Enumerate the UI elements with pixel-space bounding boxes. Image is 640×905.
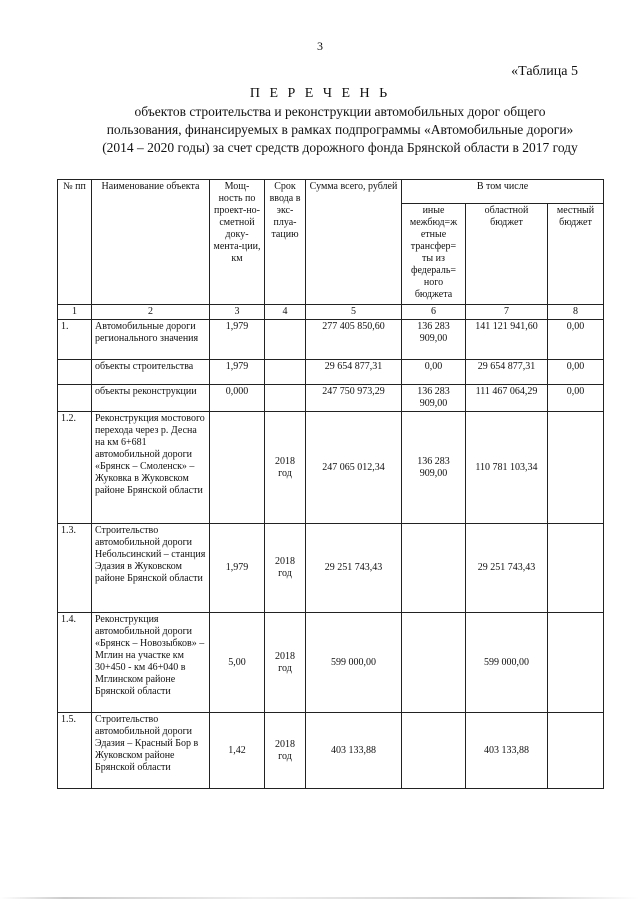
row-term (265, 360, 306, 385)
header-other-transfers: иные межбюд=ж етные трансфер= ты из федераль= ного бюджета (402, 204, 466, 305)
subtitle-line-1: объектов строительства и реконструкции автомобильных дорог общего (134, 104, 546, 119)
table-row (58, 613, 604, 713)
row-name: Автомобильные дороги регионального значения (92, 320, 210, 360)
row-num: 1.2. (58, 412, 92, 524)
row-other: 0,00 (402, 360, 466, 385)
row-regional: 111 467 064,29 (466, 385, 548, 412)
row-term: 2018 год (265, 524, 306, 613)
row-name: объекты реконструкции (92, 385, 210, 412)
row-num: 1.5. (58, 713, 92, 789)
row-local (548, 412, 604, 524)
row-sum: 247 750 973,29 (306, 385, 402, 412)
row-local (548, 713, 604, 789)
subtitle-line-2: пользования, финансируемых в рамках подпрограммы «Автомобильные дороги» (106, 122, 574, 137)
row-regional: 110 781 103,34 (466, 412, 548, 524)
row-power: 1,979 (210, 320, 265, 360)
header-local-budget: местный бюджет (548, 204, 604, 305)
row-other (402, 524, 466, 613)
col-number: 2 (92, 305, 210, 320)
row-name: Строительство автомобильной дороги Эдазия – Красный Бор в Жуковском районе Брянской области (92, 713, 210, 789)
row-name: Строительство автомобильной дороги Небольсинский – станция Эдазия в Жуковском районе Брянской области (92, 524, 210, 613)
table-row (58, 385, 604, 412)
row-local (548, 613, 604, 713)
table-row (58, 412, 604, 524)
row-local: 0,00 (548, 360, 604, 385)
objects-table (57, 179, 604, 789)
header-power: Мощ-ность по проект-но-сметной доку-мента-ции, км (210, 180, 265, 305)
row-term (265, 385, 306, 412)
row-num: 1. (58, 320, 92, 360)
row-num (58, 360, 92, 385)
row-local (548, 524, 604, 613)
row-regional: 29 654 877,31 (466, 360, 548, 385)
page-number: 3 (317, 39, 323, 53)
row-name: Реконструкция мостового перехода через р. Десна на км 6+681 автомобильной дороги «Брянск – Смоленск» – Жуковка в Жуковском районе Брянской области (92, 412, 210, 524)
row-num (58, 385, 92, 412)
row-name: Реконструкция автомобильной дороги «Брянск – Новозыбков» – Мглин на участке км 30+450 - км 46+040 в Мглинском районе Брянской области (92, 613, 210, 713)
row-power (210, 412, 265, 524)
col-number: 6 (402, 305, 466, 320)
col-number: 8 (548, 305, 604, 320)
col-number: 4 (265, 305, 306, 320)
table-label: «Таблица 5 (511, 64, 578, 79)
row-term: 2018 год (265, 613, 306, 713)
row-sum: 599 000,00 (306, 613, 402, 713)
col-number: 7 (466, 305, 548, 320)
header-num: № пп (58, 180, 92, 305)
row-num: 1.3. (58, 524, 92, 613)
row-term (265, 320, 306, 360)
row-sum: 29 654 877,31 (306, 360, 402, 385)
row-other: 136 283 909,00 (402, 385, 466, 412)
row-power: 1,979 (210, 524, 265, 613)
header-sum: Сумма всего, рублей (306, 180, 402, 305)
row-sum: 29 251 743,43 (306, 524, 402, 613)
row-num: 1.4. (58, 613, 92, 713)
row-regional: 141 121 941,60 (466, 320, 548, 360)
table-row (58, 713, 604, 789)
row-other: 136 283 909,00 (402, 320, 466, 360)
document-title: П Е Р Е Ч Е Н Ь (249, 86, 391, 101)
header-term: Срок ввода в экс-плуа-тацию (265, 180, 306, 305)
row-other: 136 283 909,00 (402, 412, 466, 524)
row-power: 1,979 (210, 360, 265, 385)
row-local: 0,00 (548, 385, 604, 412)
scan-edge (0, 897, 640, 899)
row-other (402, 713, 466, 789)
row-regional: 29 251 743,43 (466, 524, 548, 613)
header-name: Наименование объекта (92, 180, 210, 305)
table-row (58, 524, 604, 613)
row-power: 5,00 (210, 613, 265, 713)
row-sum: 247 065 012,34 (306, 412, 402, 524)
row-power: 0,000 (210, 385, 265, 412)
row-term: 2018 год (265, 412, 306, 524)
header-regional-budget: областной бюджет (466, 204, 548, 305)
row-regional: 403 133,88 (466, 713, 548, 789)
row-sum: 403 133,88 (306, 713, 402, 789)
row-local: 0,00 (548, 320, 604, 360)
col-number: 3 (210, 305, 265, 320)
row-other (402, 613, 466, 713)
table-row (58, 320, 604, 360)
col-number: 5 (306, 305, 402, 320)
row-name: объекты строительства (92, 360, 210, 385)
subtitle-line-3: (2014 – 2020 годы) за счет средств дорожного фонда Брянской области в 2017 году (102, 140, 578, 155)
table-row (58, 360, 604, 385)
row-sum: 277 405 850,60 (306, 320, 402, 360)
header-including: В том числе (402, 180, 604, 204)
col-number: 1 (58, 305, 92, 320)
row-regional: 599 000,00 (466, 613, 548, 713)
row-term: 2018 год (265, 713, 306, 789)
row-power: 1,42 (210, 713, 265, 789)
